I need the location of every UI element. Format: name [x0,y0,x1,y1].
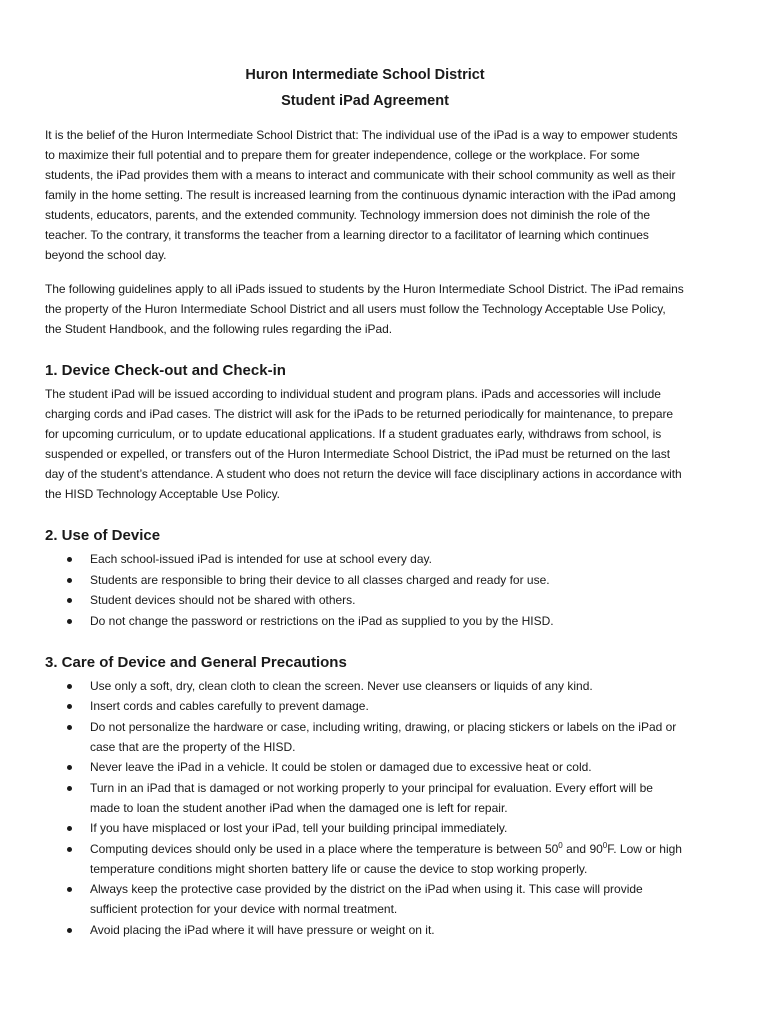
section-2-list [45,549,685,631]
intro-paragraph-2: The following guidelines apply to all iPads issued to students by the Huron Intermediate School District. The iPad remains the property of the Huron Intermediate School District and all users must follow the Technology Acceptable Use Policy, the Student Handbook, and the following rules regarding the iPad. [45,282,684,336]
bullet-icon [67,887,72,892]
list-item-text: Students are responsible to bring their device to all classes charged and ready for use. [90,572,550,587]
temp-text-part3: F. Low or high temperature conditions might shorten battery life or cause the device to stop working properly. [90,841,682,876]
section-3-list [45,676,685,940]
list-item [45,611,685,631]
bullet-icon [67,786,72,791]
bullet-icon [67,619,72,624]
degree-mark: 0 [558,840,563,850]
list-item-text: Do not personalize the hardware or case, including writing, drawing, or placing stickers or labels on the iPad or case that are the property of the HISD. [90,719,677,754]
bullet-icon [67,557,72,562]
degree-mark: 0 [602,840,608,850]
temp-text-part2: and 90 [562,841,603,856]
list-item-text: Do not change the password or restrictions on the iPad as supplied to you by the HISD. [90,613,554,628]
list-item [45,676,685,696]
list-item [45,717,685,757]
list-item [45,549,685,569]
temp-text-part1: Computing devices should only be used in a place where the temperature is between 50 [90,841,559,856]
bullet-icon [67,704,72,709]
list-item-text: Student devices should not be shared with others. [90,593,356,607]
list-item [45,696,685,716]
list-item [45,879,685,919]
bullet-icon [67,598,72,603]
bullet-icon [67,826,72,831]
list-item-text: Use only a soft, dry, clean cloth to clean the screen. Never use cleansers or liquids of any kind. [90,678,593,693]
section-3-heading: 3. Care of Device and General Precautions [45,653,347,671]
list-item [45,778,685,818]
list-item-text: Never leave the iPad in a vehicle. It could be stolen or damaged due to excessive heat or cold. [90,760,592,774]
bullet-icon [67,684,72,689]
section-1-heading: 1. Device Check-out and Check-in [45,362,286,379]
list-item [45,818,685,838]
bullet-icon [67,725,72,730]
bullet-icon [67,765,72,770]
list-item-text: Each school-issued iPad is intended for use at school every day. [90,552,432,566]
agreement-title: Student iPad Agreement [281,93,449,109]
list-item-text: Avoid placing the iPad where it will have pressure or weight on it. [90,922,435,937]
document-header [45,62,685,114]
list-item-text: Insert cords and cables carefully to prevent damage. [90,699,369,713]
list-item [45,757,685,777]
section-1-body: The student iPad will be issued according to individual student and program plans. iPads and accessories will include charging cords and iPad cases. The district will ask for the iPads to be returned periodically for maintenance, to prepare for upcoming curriculum, or to update educational applications. If a student graduates early, withdraws from school, is suspended or expelled, or transfers out of the Huron Intermediate School District, the iPad must be returned on the last day of the student’s attendance. A student who does not return the device will face disciplinary actions in accordance with the HISD Technology Acceptable Use Policy. [45,387,682,501]
list-item [45,590,685,610]
district-title: Huron Intermediate School District [245,67,485,83]
intro-paragraph-1: It is the belief of the Huron Intermediate School District that: The individual use of the iPad is a way to empower students to maximize their full potential and to prepare them for greater independence, college or the workplace. For some students, the iPad provides them with a means to interact and communicate with their school community as well as their family in the home setting. The result is increased learning from the continuous dynamic interaction with the iPad among students, educators, parents, and the extended community. Technology immersion does not diminish the role of the teacher. To the contrary, it transforms the teacher from a learning director to a facilitator of learning which continues beyond the school day. [45,128,678,262]
list-item-text: If you have misplaced or lost your iPad, tell your building principal immediately. [90,821,508,835]
list-item [45,570,685,590]
section-2-heading: 2. Use of Device [45,527,161,544]
bullet-icon [67,847,72,852]
list-item-text: Always keep the protective case provided by the district on the iPad when using it. This case will provide sufficient protection for your device with normal treatment. [90,882,643,916]
list-item-text: Turn in an iPad that is damaged or not working properly to your principal for evaluation. Every effort will be made to loan the student another iPad when the damaged one is left for repair. [90,780,653,815]
bullet-icon [67,928,72,933]
document-page [45,62,685,940]
bullet-icon [67,578,72,583]
list-item-temperature [45,839,685,879]
list-item [45,920,685,940]
